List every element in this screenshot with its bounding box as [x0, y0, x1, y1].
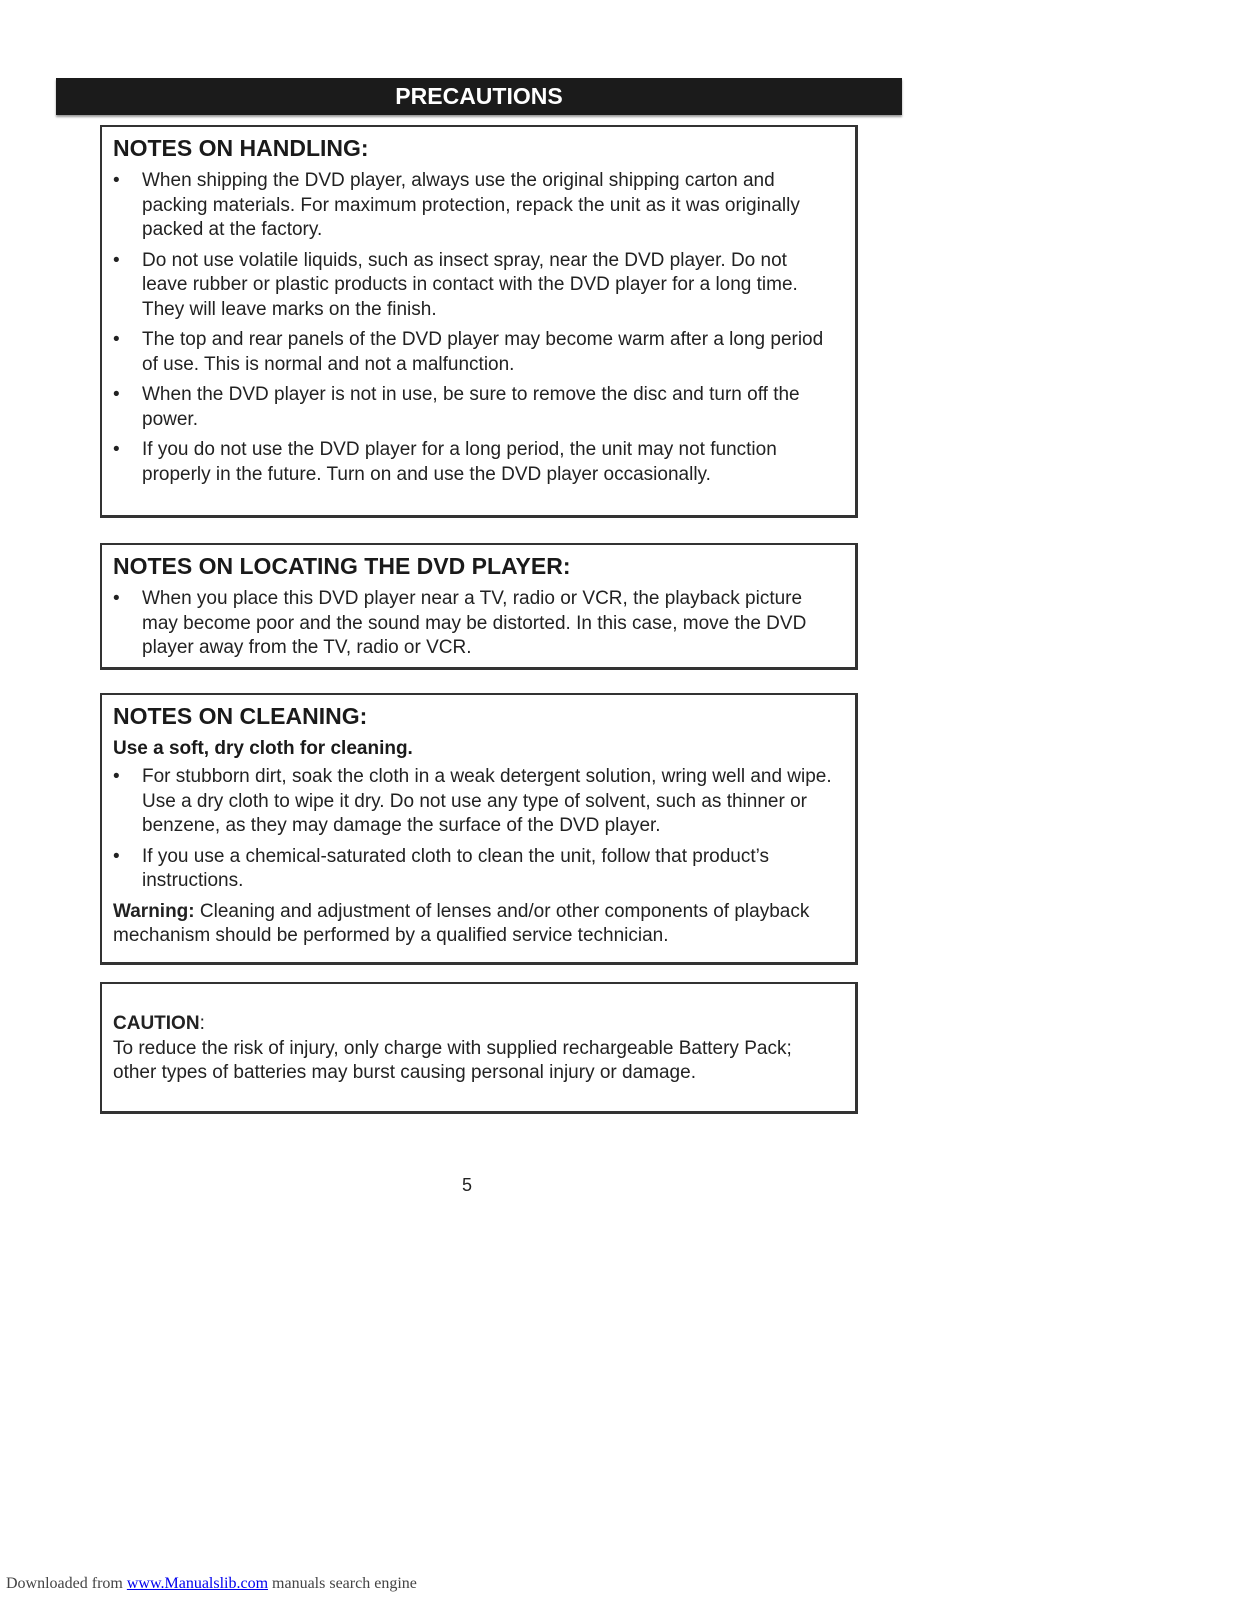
list-item [113, 438, 837, 487]
footer-suffix: manuals search engine [268, 1575, 417, 1592]
cleaning-list [113, 765, 837, 894]
bullet-icon: • [113, 329, 120, 350]
list-item [113, 587, 837, 661]
list-item-text: For stubborn dirt, soak the cloth in a weak detergent solution, wring well and wipe. Use a dry cloth to wipe it dry. Do not use any type of solvent, such as thinner or benzene, as they may damage the surface of the DVD player. [142, 766, 832, 836]
bullet-icon: • [113, 384, 120, 405]
section-title-bar [56, 78, 902, 115]
list-item [113, 845, 837, 894]
list-item [113, 383, 837, 432]
bullet-icon: • [113, 766, 120, 787]
handling-heading: NOTES ON HANDLING: [113, 135, 369, 161]
caution-text: To reduce the risk of injury, only charge with supplied rechargeable Battery Pack; other types of batteries may burst causing personal injury or damage. [113, 1037, 792, 1083]
caution-box [100, 982, 858, 1114]
download-footer [6, 1575, 417, 1593]
list-item-text: The top and rear panels of the DVD player may become warm after a long period of use. This is normal and not a malfunction. [142, 329, 824, 375]
page-number: 5 [462, 1175, 473, 1195]
list-item-text: If you do not use the DVD player for a long period, the unit may not function properly in the future. Turn on and use the DVD player occasionally. [142, 439, 777, 485]
bullet-icon: • [113, 249, 120, 271]
list-item-text: When the DVD player is not in use, be sure to remove the disc and turn off the power. [142, 384, 800, 430]
list-item-text: Do not use volatile liquids, such as insect spray, near the DVD player. Do not leave rubber or plastic products in contact with the DVD player for a long time. They will leave marks on the finish. [142, 249, 798, 320]
locating-list [113, 587, 837, 661]
list-item [113, 765, 837, 839]
list-item-text: If you use a chemical-saturated cloth to clean the unit, follow that product’s instructions. [142, 845, 769, 891]
list-item [113, 249, 837, 323]
locating-heading: NOTES ON LOCATING THE DVD PLAYER: [113, 553, 571, 579]
list-item-text: When shipping the DVD player, always use the original shipping carton and packing materials. For maximum protection, repack the unit as it was originally packed at the factory. [142, 170, 800, 240]
bullet-icon: • [113, 170, 120, 191]
page-title: PRECAUTIONS [395, 83, 563, 109]
bullet-icon: • [113, 439, 120, 460]
bullet-icon: • [113, 845, 120, 867]
cleaning-subheading: Use a soft, dry cloth for cleaning. [113, 738, 413, 759]
caution-title [113, 1012, 837, 1037]
manualslib-link[interactable]: www.Manualslib.com [126, 1575, 269, 1592]
cleaning-warning [113, 900, 837, 949]
cleaning-heading: NOTES ON CLEANING: [113, 703, 368, 729]
footer-prefix: Downloaded from [6, 1575, 127, 1592]
locating-notes-box [100, 543, 858, 670]
caution-label: CAUTION [113, 1013, 200, 1034]
warning-text: Cleaning and adjustment of lenses and/or other components of playback mechanism should be performed by a qualified service technician. [113, 900, 810, 946]
cleaning-notes-box [100, 693, 858, 965]
list-item-text: When you place this DVD player near a TV, radio or VCR, the playback picture may become poor and the sound may be distorted. In this case, move the DVD player away from the TV, radio or VCR. [142, 588, 807, 658]
warning-label: Warning: [113, 900, 195, 922]
list-item [113, 169, 837, 243]
bullet-icon: • [113, 588, 120, 609]
caution-colon: : [199, 1013, 205, 1034]
list-item [113, 328, 837, 377]
handling-notes-box [100, 125, 858, 518]
handling-list [113, 169, 837, 487]
